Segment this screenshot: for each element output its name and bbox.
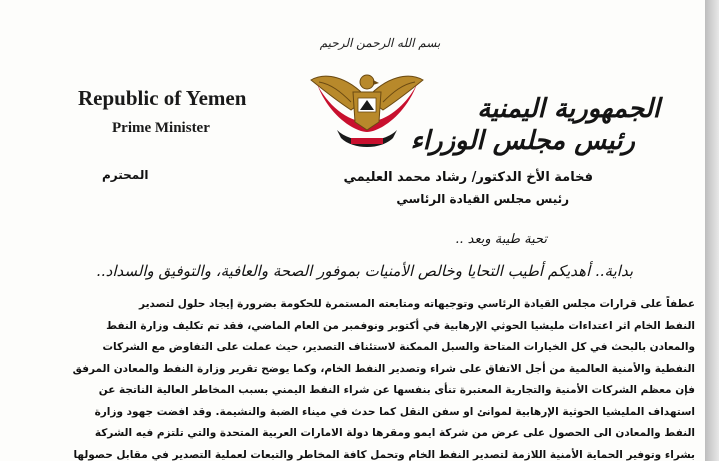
body-line: النفط الخام اثر اعتداءات مليشيا الحوثي الإرهابية في أكتوبر ونوفمبر من العام الماضي، فقد تم تكليف وزارة النفط [106,319,695,332]
prime-minister-title-ar: رئيس مجلس الوزراء [410,126,635,156]
body-line: عطفاً على قرارات مجلس القيادة الرئاسي وتوجيهاته ومتابعته المستمرة للحكومة بضرورة إيجاد حلول لتصدير [139,298,695,310]
body-line: النفطية والأمنية العالمية من أجل الاتفاق على شراء وتصدير النفط الخام، وكما يوضح تقرير وزارة النفط والمعادن المرفق [72,362,695,375]
addressee-title: رئيس مجلس القيادة الرئاسي [396,192,569,206]
letter-body [62,294,695,461]
body-line: والمعادن بالبحث في كل الخيارات المتاحة والسبل الممكنة لاستئناف التصدير، حيث عملت على التفاوض مع الشركات [102,341,695,353]
yemen-eagle-emblem-icon [307,58,427,158]
greeting: تحية طيبة وبعد .. [455,232,547,247]
prime-minister-title-en: Prime Minister [112,120,210,136]
body-line: بشراء وتوفير الحماية الأمنية اللازمة لتصدير النفط الخام وتحمل كافة المخاطر والتبعات لعملية التصدير في مقابل حصولها [73,448,695,461]
basmala: بسم الله الرحمن الرحيم [319,36,441,50]
republic-title-en: Republic of Yemen [78,86,247,110]
addressee-name: فخامة الأخ الدكتور/ رشاد محمد العليمي [343,170,593,185]
body-line: فإن معظم الشركات الأمنية والتجارية المعتبرة تنأى بنفسها عن شراء النفط اليمني بسبب المخاطر العالية الناتجة عن [98,384,695,396]
honorific: المحترم [102,168,149,182]
page-edge [705,0,719,461]
opening-line: بداية.. أهديكم أطيب التحايا وخالص الأمنيات بموفور الصحة والعافية، والتوفيق والسداد.. [96,262,633,280]
body-line: النفط والمعادن الى الحصول على عرض من شركة ايمو ومقرها دولة الامارات العربية المتحدة والتي تلتزم فيه الشركة [94,427,695,439]
republic-title-ar: الجمهورية اليمنية [477,94,660,124]
body-line: استهداف المليشيا الحوثية الإرهابية لموانئ او سفن النقل كما حدث في ميناء الضبة والنشيمة. وقد افضت جهود وزارة [94,405,695,418]
